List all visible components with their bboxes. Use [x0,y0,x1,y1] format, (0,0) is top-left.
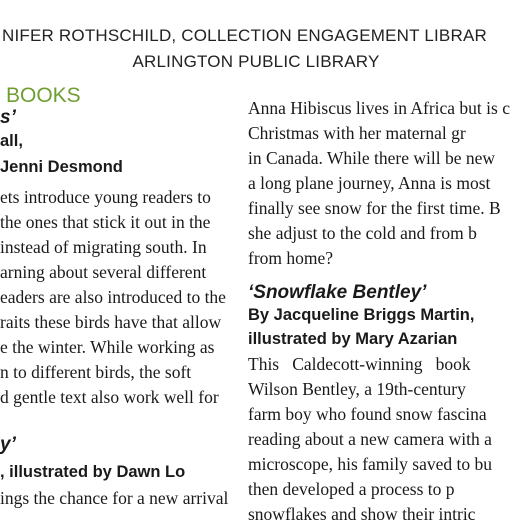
paragraph-line: arning about several different [0,262,207,282]
paragraph-line: ings the chance for a new arrival [0,488,229,508]
paragraph-line: e the winter. While working as [0,337,215,357]
paragraph-line: farm boy who found snow fascina [248,404,487,424]
paragraph-line: Wilson Bentley, a 19th-century [248,379,466,399]
book-title: s’ [0,107,16,128]
paragraph-line: finally see snow for the first time. B [248,198,501,218]
paragraph-line: Christmas with her maternal gr [248,123,466,143]
paragraph-line: raits these birds have that allow [0,312,222,332]
paragraph-line: a long plane journey, Anna is most [248,173,491,193]
paragraph-line: the ones that stick it out in the [0,212,211,232]
paragraph-line: eaders are also introduced to the [0,287,226,307]
book-illustrator: illustrated by Mary Azarian [248,330,458,348]
paragraph-line: n to different birds, the soft [0,362,192,382]
paragraph-line: Anna Hibiscus lives in Africa but is c [248,98,510,118]
paragraph-line: snowflakes and show their intric [248,504,476,524]
paragraph-line: d gentle text also work well for [0,387,219,407]
book-credit: , illustrated by Dawn Lo [0,463,186,481]
book-author: all, [0,132,23,150]
paragraph-line: in Canada. While there will be new [248,148,496,168]
paragraph-line: ets introduce young readers to [0,187,211,207]
paragraph-line: microscope, his family saved to bu [248,454,492,474]
header-author-line: NIFER ROTHSCHILD, COLLECTION ENGAGEMENT LIBRAR [2,26,487,45]
section-heading: BOOKS [6,84,81,107]
right-column [248,98,512,524]
book-title: ‘Snowflake Bentley’ [248,282,427,303]
book-title: y’ [0,434,16,455]
book-illustrator: Jenni Desmond [0,158,123,176]
left-column [0,84,236,512]
paragraph-line: reading about a new camera with a [248,429,492,449]
paragraph-line: from home? [248,248,334,268]
paragraph-line: This Caldecott-winning book [248,354,471,374]
book-author: By Jacqueline Briggs Martin, [248,306,475,324]
paragraph-line: then developed a process to p [248,479,455,499]
header-library-line: ARLINGTON PUBLIC LIBRARY [132,52,380,71]
paragraph-line: she adjust to the cold and from b [248,223,477,243]
paragraph-line: instead of migrating south. In [0,237,207,257]
